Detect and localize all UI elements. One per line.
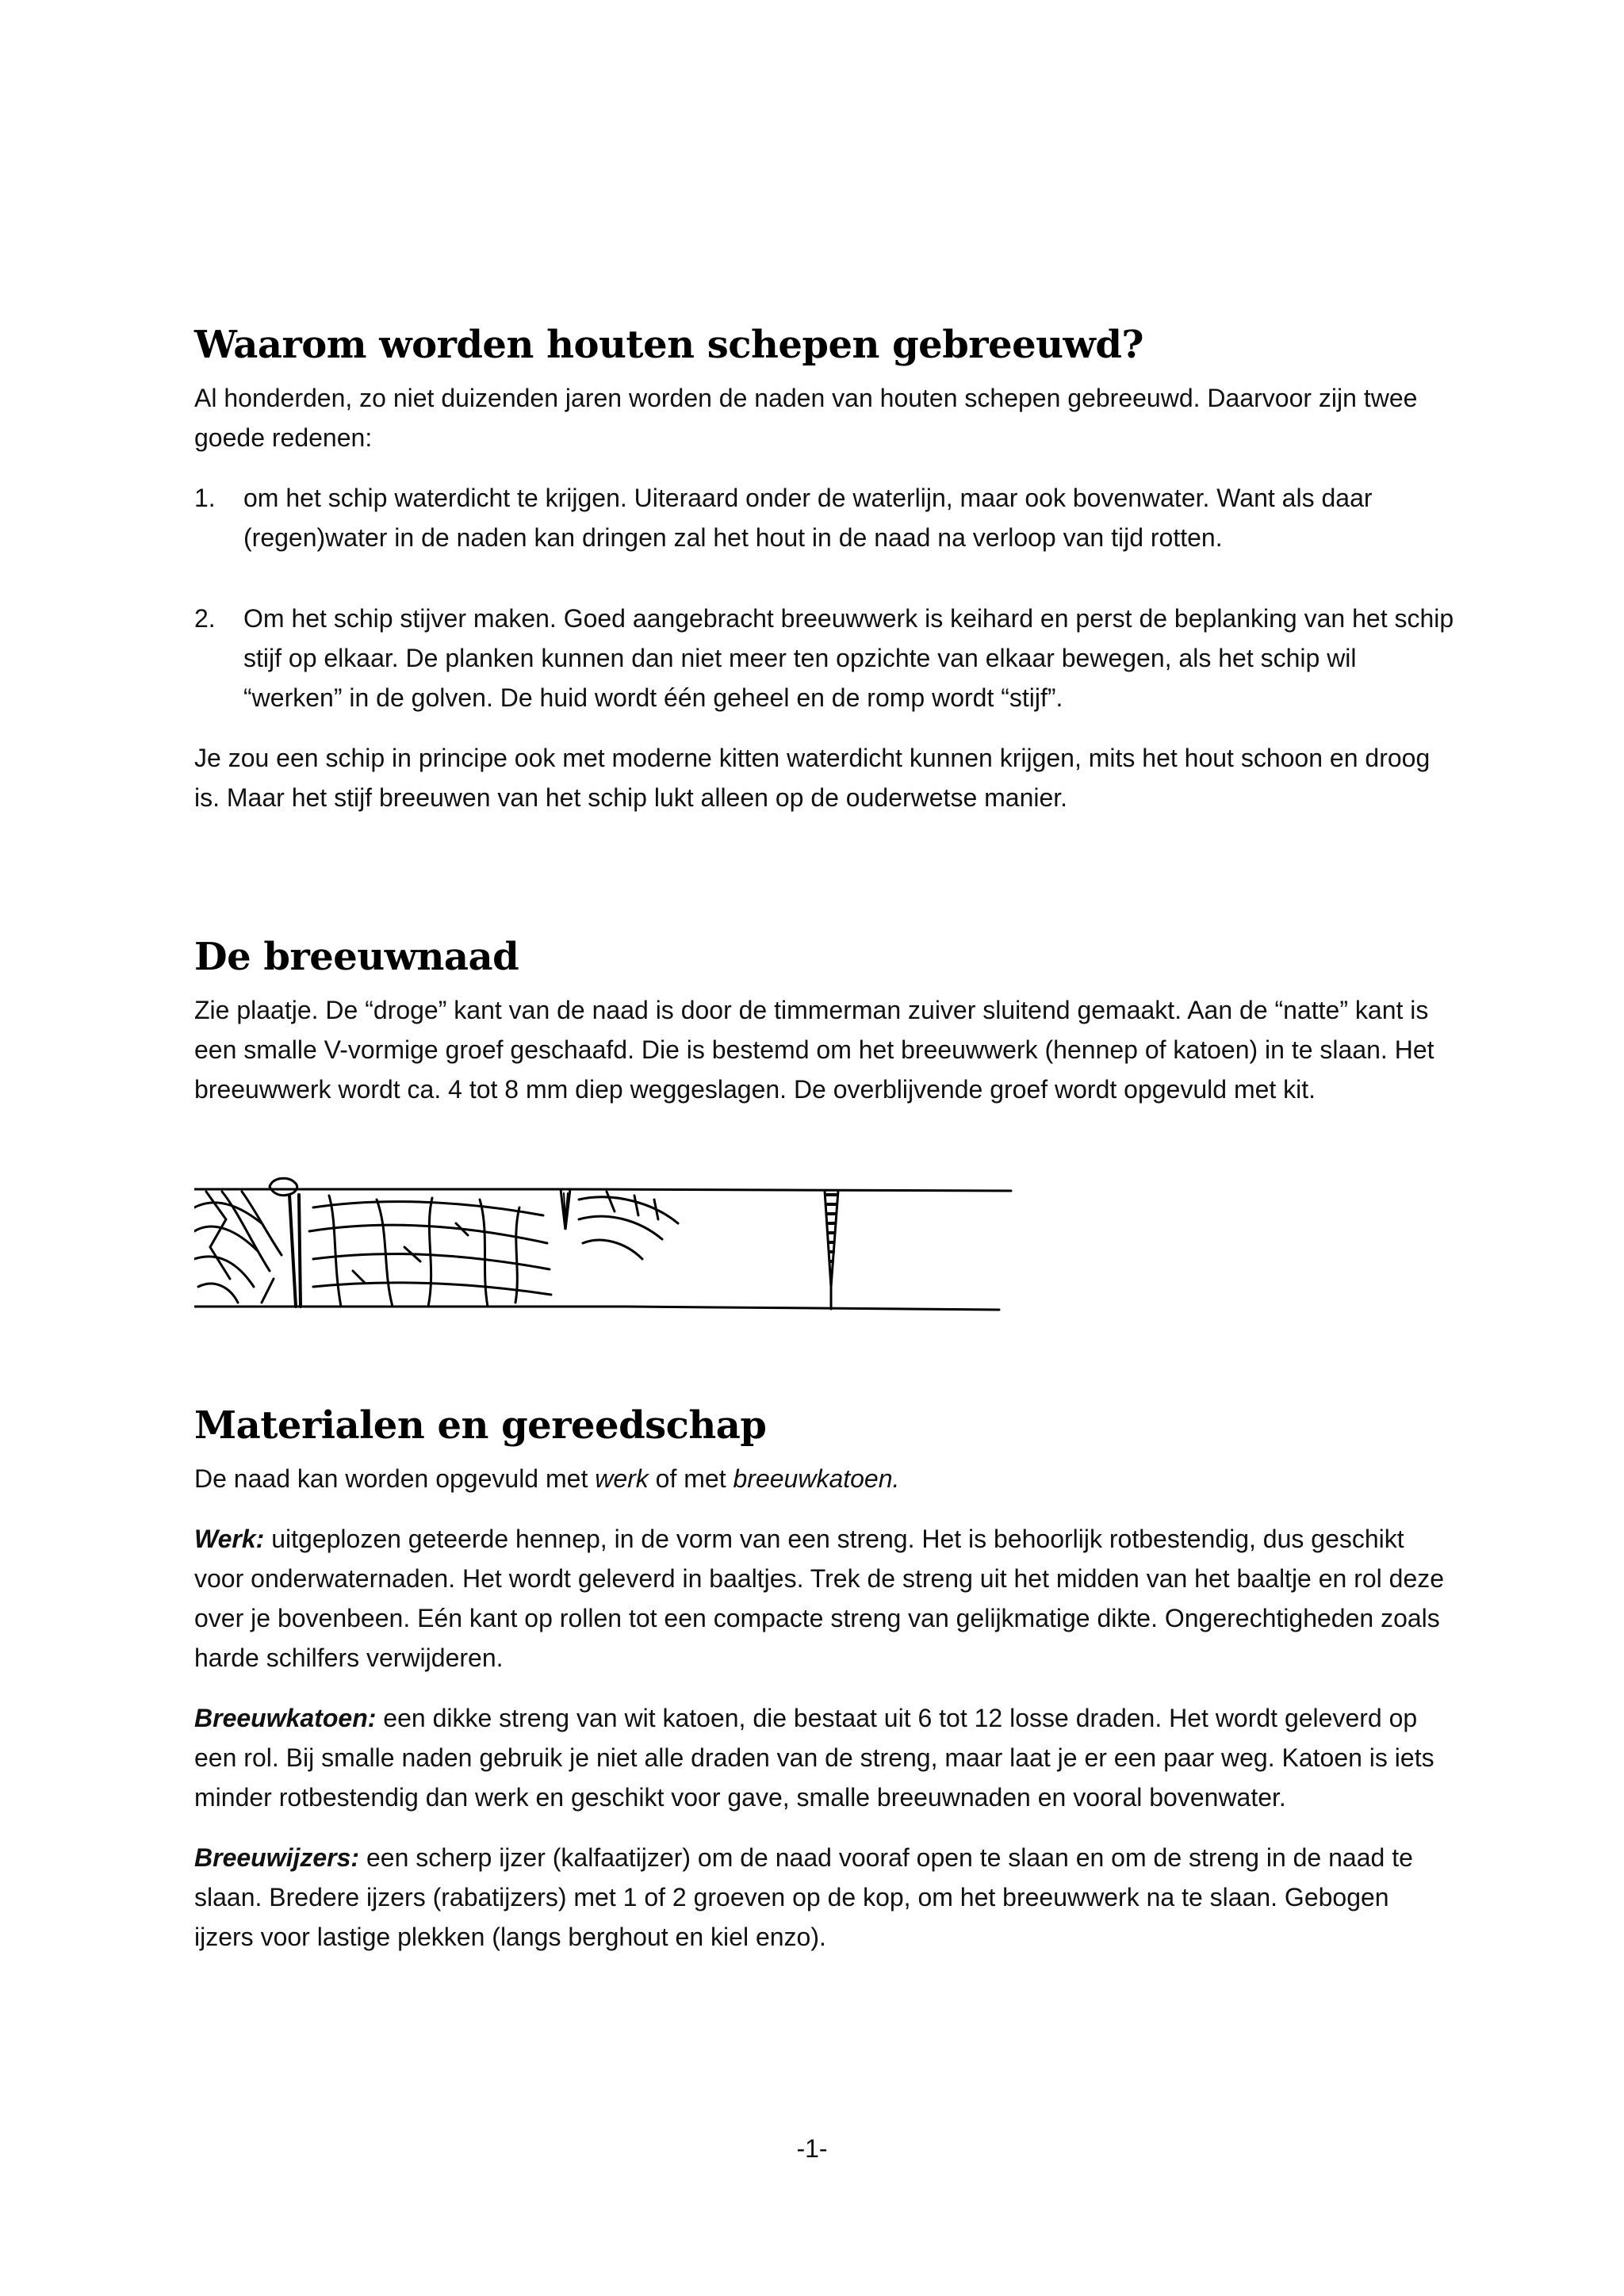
intro-text: of met [648,1464,733,1493]
plank-top-line [194,1189,1011,1191]
heading-materials: Materialen en gereedschap [194,1403,767,1448]
section-seam [194,933,1455,1326]
seam-paragraph: Zie plaatje. De “droge” kant van de naad is door de timmerman zuiver sluitend gemaakt. Aan de “natte” kant is een smalle V-vormige groef geschaafd. Die is bestemd om het breeuwwerk (hennep of katoen) in te slaan. Het breeuwwerk wordt ca. 4 tot 8 mm diep weggeslagen. De overblijvende groef wordt opgevuld met kit. [194,996,1434,1104]
section-materials [194,1402,1455,1957]
term-label: Werk: [194,1525,265,1553]
heading-seam: De breeuwnaad [194,935,519,979]
intro-emphasis-katoen: breeuwkatoen. [733,1464,900,1493]
seam-diagram [194,1176,1019,1326]
intro-paragraph: Al honderden, zo niet duizenden jaren worden de naden van houten schepen gebreeuwd. Daarvoor zijn twee goede redenen: [194,384,1418,452]
section-why-caulk [194,321,1455,817]
closing-paragraph: Je zou een schip in principe ook met moderne kitten waterdicht kunnen krijgen, mits het hout schoon en droog is. Maar het stijf breeuwen van het schip lukt alleen op de ouderwetse manier. [194,744,1431,812]
list-item-text: om het schip waterdicht te krijgen. Uiteraard onder de waterlijn, maar ook bovenwater. Want als daar (regen)water in de naden kan dringen zal het hout in de naad na verloop van tijd rotten. [243,484,1373,552]
nail-shank [289,1195,301,1307]
list-item-number: 2. [194,604,216,633]
page-number: -1- [796,2134,828,2163]
heading-why-caulk: Waarom worden houten schepen gebreeuwd? [194,323,1144,367]
term-text: een dikke streng van wit katoen, die bestaat uit 6 tot 12 losse draden. Het wordt geleverd op een rol. Bij smalle naden gebruik je niet alle draden van de streng, maar laat je er een paar weg. Katoen is iets minder rotbestendig dan werk en geschikt voor gave, smalle breeuwnaden en vooral bovenwater. [194,1704,1434,1812]
term-paragraph-breeuwijzers [194,1838,1455,1957]
term-label: Breeuwkatoen: [194,1704,377,1732]
term-text: uitgeplozen geteerde hennep, in de vorm van een streng. Het is behoorlijk rotbestendig, dus geschikt voor onderwaternaden. Het wordt geleverd in baaltjes. Trek de streng uit het midden van het baaltje en rol deze over je bovenbeen. Eén kant op rollen tot een compacte streng van gelijkmatige dikte. Ongerechtigheden zoals harde schilfers verwijderen. [194,1525,1445,1672]
reasons-list [194,478,1455,718]
term-paragraph-breeuwkatoen [194,1698,1455,1817]
seam-illustration [194,1176,1019,1326]
list-item [194,599,1455,718]
intro-text: De naad kan worden opgevuld met [194,1464,596,1493]
term-text: een scherp ijzer (kalfaatijzer) om de naad vooraf open te slaan en om de streng in de naad te slaan. Bredere ijzers (rabatijzers) met 1 of 2 groeven op de kop, om het breeuwwerk na te slaan. Gebogen ijzers voor lastige plekken (langs berghout en kiel enzo). [194,1843,1413,1951]
list-item-number: 1. [194,484,216,512]
materials-intro [194,1459,1455,1498]
page-content [194,321,1455,1977]
list-item [194,478,1455,557]
term-label: Breeuwijzers: [194,1843,360,1872]
term-paragraph-werk [194,1519,1455,1678]
intro-emphasis-werk: werk [595,1464,649,1493]
nail-head [270,1178,297,1195]
list-item-text: Om het schip stijver maken. Goed aangebracht breeuwwerk is keihard en perst de beplanking van het schip stijf op elkaar. De planken kunnen dan niet meer ten opzichte van elkaar bewegen, als het schip wil “werken” in de golven. De huid wordt één geheel en de romp wordt “stijf”. [243,604,1454,712]
plank-bottom-line [194,1307,999,1310]
